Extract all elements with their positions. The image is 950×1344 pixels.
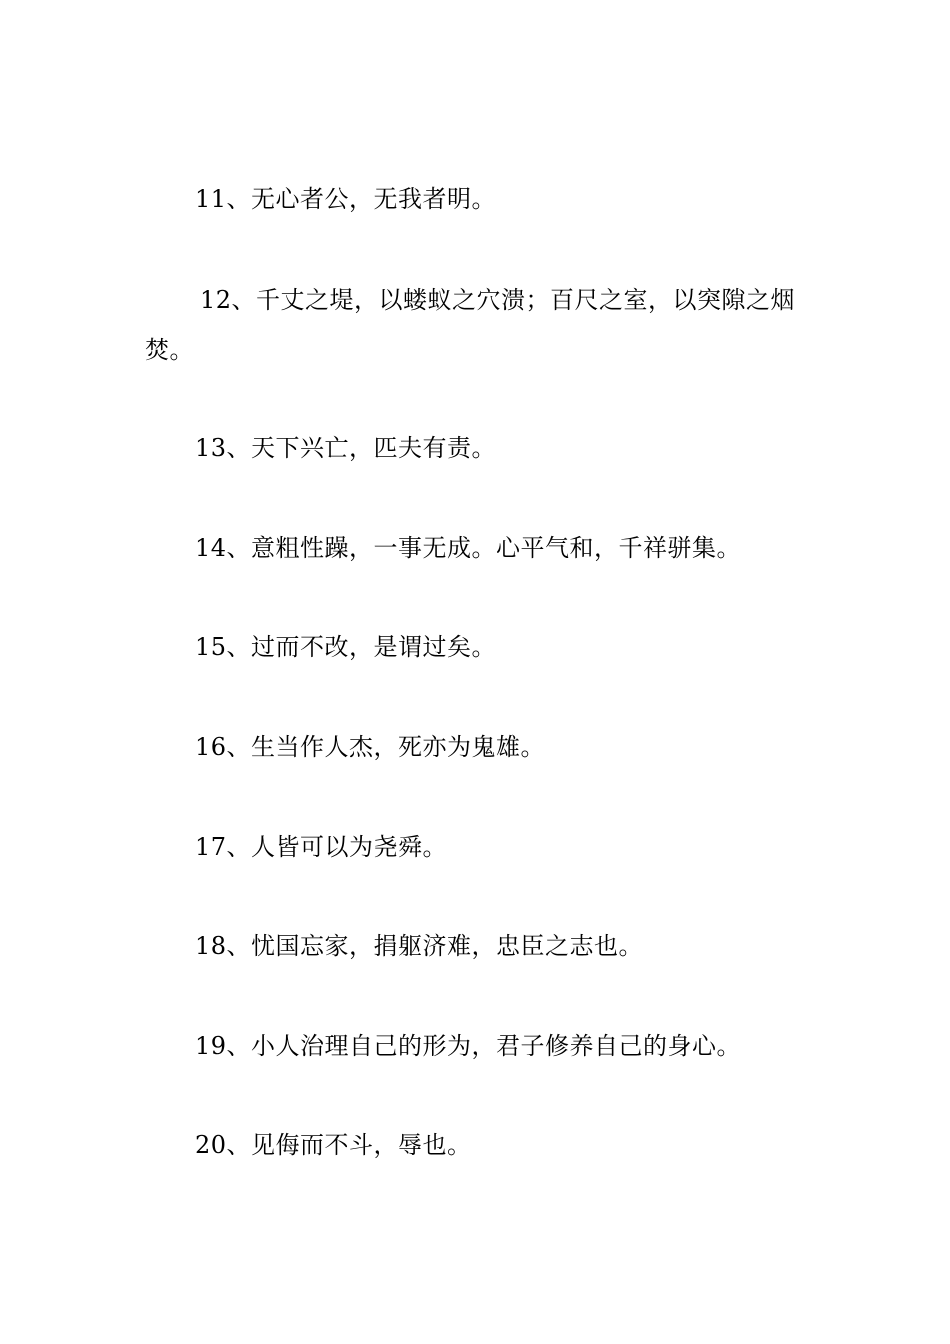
quote-item-16: 16、生当作人杰，死亦为鬼雄。 [195, 733, 546, 761]
quote-item-17: 17、人皆可以为尧舜。 [195, 833, 448, 861]
quote-item-18: 18、忧国忘家，捐躯济难，忠臣之志也。 [195, 932, 644, 960]
quote-item-19: 19、小人治理自己的形为，君子修养自己的身心。 [195, 1032, 742, 1060]
quote-item-20: 20、见侮而不斗，辱也。 [195, 1131, 472, 1159]
quote-item-13: 13、天下兴亡，匹夫有责。 [195, 434, 497, 462]
quote-item-11: 11、无心者公，无我者明。 [195, 185, 497, 213]
quote-item-14: 14、意粗性躁，一事无成。心平气和，千祥骈集。 [195, 534, 742, 562]
quote-item-15: 15、过而不改，是谓过矣。 [195, 633, 497, 661]
quote-item-12: 12、千丈之堤，以蝼蚁之穴溃；百尺之室，以突隙之烟焚。 [145, 286, 796, 364]
